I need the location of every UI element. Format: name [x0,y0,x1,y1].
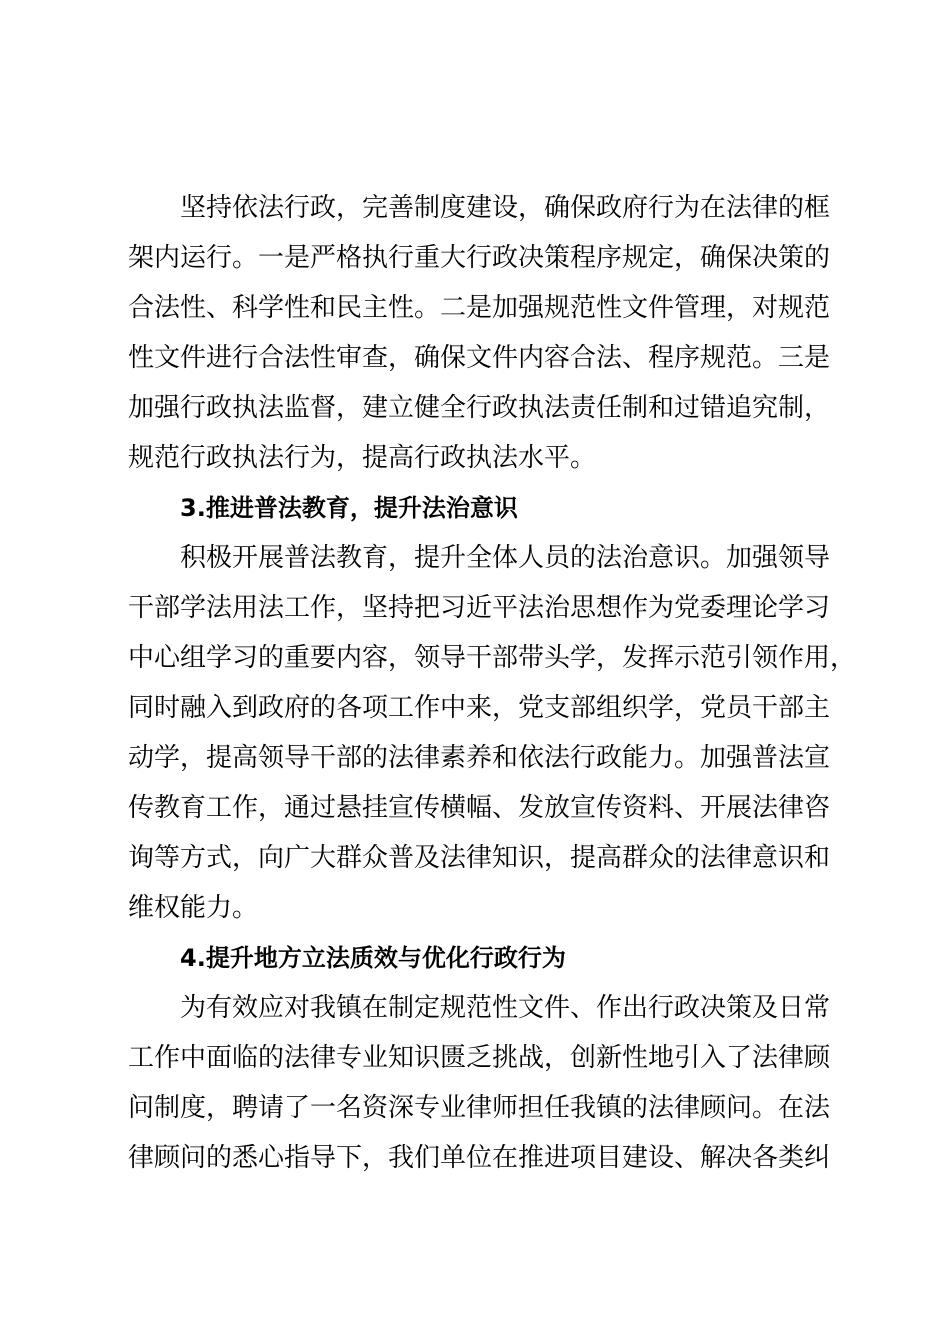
paragraph-line: 规范行政执法行为，提高行政执法水平。 [128,443,597,473]
paragraph-rule-of-law [128,183,831,483]
paragraph-legal-advisor [128,983,831,1183]
paragraph-line: 坚持依法行政，完善制度建设，确保政府行为在法律的框 [180,193,831,223]
paragraph-line: 为有效应对我镇在制定规范性文件、作出行政决策及日常 [180,993,831,1023]
paragraph-line: 加强行政执法监督，建立健全行政执法责任制和过错追究制， [128,393,831,423]
paragraph-line: 性文件进行合法性审查，确保文件内容合法、程序规范。三是 [128,343,831,373]
paragraph-legal-education [128,533,857,933]
paragraph-line: 中心组学习的重要内容，领导干部带头学，发挥示范引领作用， [128,643,857,673]
paragraph-line: 询等方式，向广大群众普及法律知识，提高群众的法律意识和 [128,843,831,873]
section-heading-4: 4.提升地方立法质效与优化行政行为 [180,944,566,972]
paragraph-line: 问制度，聘请了一名资深专业律师担任我镇的法律顾问。在法 [128,1093,831,1123]
paragraph-line: 同时融入到政府的各项工作中来，党支部组织学，党员干部主 [128,693,831,723]
paragraph-line: 合法性、科学性和民主性。二是加强规范性文件管理，对规范 [128,293,831,323]
paragraph-line: 干部学法用法工作，坚持把习近平法治思想作为党委理论学习 [128,593,831,623]
section-heading-3: 3.推进普法教育，提升法治意识 [180,494,518,522]
document-body [128,183,857,1183]
paragraph-line: 动学，提高领导干部的法律素养和依法行政能力。加强普法宣 [128,743,831,773]
paragraph-line: 律顾问的悉心指导下，我们单位在推进项目建设、解决各类纠 [128,1143,831,1173]
paragraph-line: 工作中面临的法律专业知识匮乏挑战，创新性地引入了法律顾 [128,1043,831,1073]
paragraph-line: 传教育工作，通过悬挂宣传横幅、发放宣传资料、开展法律咨 [128,793,831,823]
paragraph-line: 架内运行。一是严格执行重大行政决策程序规定，确保决策的 [128,243,831,273]
paragraph-line: 维权能力。 [128,893,259,923]
paragraph-line: 积极开展普法教育，提升全体人员的法治意识。加强领导 [180,543,831,573]
